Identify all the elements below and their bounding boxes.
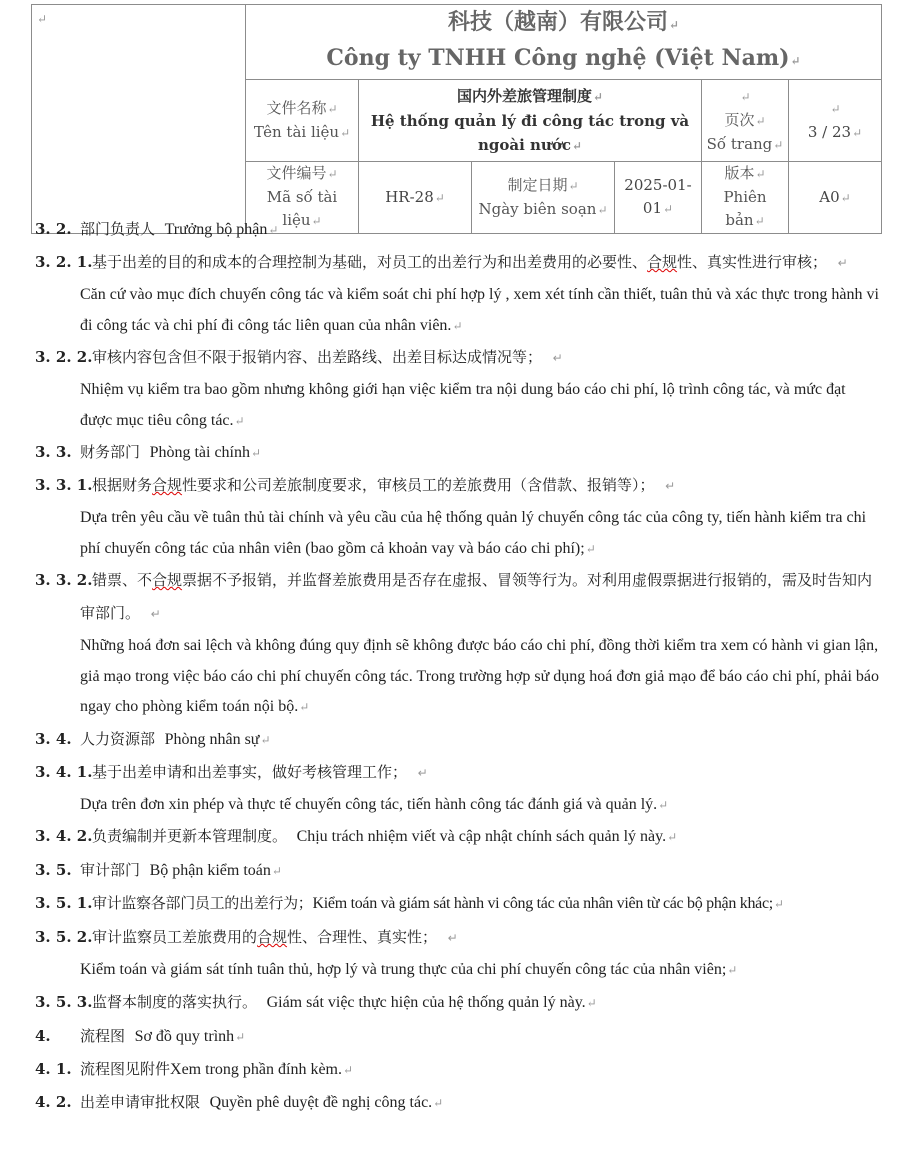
section-3-5-1: 3. 5. 1. 审计监察各部门员工的出差行为；Kiểm toán và giám sát hành vi công tác của nhân viên từ các bộ phận khác;↵ (31, 887, 881, 921)
section-3-3-1-translation: Dựa trên yêu cầu về tuân thủ tài chính và yêu cầu của hệ thống quản lý chuyến công tác của công ty, tiến hành kiểm tra chi phí chuyến công tác của nhân viên (bao gồm cả khoản vay và báo cáo chi phí);↵ (80, 509, 867, 557)
section-3-5-3: 3. 5. 3. 监督本制度的落实执行。 Giám sát việc thực hiện của hệ thống quản lý này.↵ (31, 986, 881, 1020)
section-3-4: 3. 4. 人力资源部 Phòng nhân sự↵ (31, 723, 881, 756)
logo-cell: ↵ (32, 5, 246, 234)
version-label: 版本↵ Phiên bản↵ (702, 162, 789, 234)
section-number: 3. 3. (35, 443, 72, 461)
section-number: 3. 5. (35, 861, 72, 879)
section-number: 3. 2. (35, 220, 72, 238)
section-4: 4. 流程图 Sơ đồ quy trình↵ (31, 1020, 881, 1053)
section-3-3-2-translation: Những hoá đơn sai lệch và không đúng quy định sẽ không được báo cáo chi phí, đồng thời kiểm tra xem có hành vi gian lận, giả mạo trong việc báo cáo chi phí chuyến công tác. Trong trường hợp sử dụng hoá đơn giả mạo để báo cáo chi phí, phải báo ngay cho phòng kiểm toán nội bộ.↵ (80, 637, 879, 715)
section-number: 3. 4. 2. (35, 827, 93, 845)
section-number: 3. 5. 2. (35, 928, 93, 946)
section-number: 3. 5. 3. (35, 992, 93, 1011)
section-number: 3. 2. 1. (35, 253, 93, 271)
section-3-2-1-translation: Căn cứ vào mục đích chuyến công tác và kiểm soát chi phí hợp lý , xem xét tính cần thiết, tuân thủ và xác thực trong hành vi đi công tác và chi phí đi công tác liên quan của nhân viên.↵ (80, 286, 879, 334)
date-value: 2025-01-01↵ (615, 162, 702, 234)
section-3-3-2: 3. 3. 2. 错票、不合规票据不予报销，并监督差旅费用是否存在虚报、冒领等行为。对利用虚假票据进行报销的，需及时告知内审部门。 ↵ (31, 564, 881, 631)
document-body (31, 213, 881, 1119)
section-3-4-2: 3. 4. 2. 负责编制并更新本管理制度。 Chịu trách nhiệm viết và cập nhật chính sách quản lý này.↵ (31, 820, 881, 854)
section-3-4-1: 3. 4. 1. 基于出差申请和出差事实，做好考核管理工作； ↵ (31, 756, 881, 790)
section-number: 3. 5. 1. (35, 894, 93, 912)
doc-name-label: 文件名称↵ Tên tài liệu↵ (246, 80, 359, 162)
section-number: 4. 2. (35, 1092, 72, 1111)
doc-no-value: HR-28↵ (359, 162, 472, 234)
doc-title: 国内外差旅管理制度↵ Hệ thống quản lý đi công tác trong và ngoài nước↵ (359, 80, 702, 162)
section-number: 3. 4. 1. (35, 762, 93, 781)
section-number: 3. 4. (35, 729, 72, 748)
header-table (31, 4, 882, 234)
section-4-1: 4. 1. 流程图见附件Xem trong phần đính kèm.↵ (31, 1053, 881, 1086)
company-name-vi: Công ty TNHH Công nghệ (Việt Nam)↵ (326, 45, 801, 71)
page-label: ↵ 页次↵ Số trang↵ (702, 80, 789, 162)
section-3-3-1: 3. 3. 1. 根据财务合规性要求和公司差旅制度要求，审核员工的差旅费用（含借款、报销等）； ↵ (31, 469, 881, 503)
section-4-2: 4. 2. 出差申请审批权限 Quyền phê duyệt đề nghị công tác.↵ (31, 1086, 881, 1119)
section-number: 3. 2. 2. (35, 348, 93, 366)
section-3-2-1: 3. 2. 1. 基于出差的目的和成本的合理控制为基础，对员工的出差行为和出差费用的必要性、合规性、真实性进行审核； ↵ (31, 246, 881, 280)
doc-no-label: 文件编号↵ Mã số tài liệu↵ (246, 162, 359, 234)
section-number: 3. 3. 2. (35, 571, 93, 589)
section-3-4-1-translation: Dựa trên đơn xin phép và thực tế chuyến công tác, tiến hành công tác đánh giá và quản lý.↵ (80, 795, 669, 813)
section-3-5-2-translation: Kiểm toán và giám sát tính tuân thủ, hợp lý và trung thực của chi phí chuyến công tác của nhân viên;↵ (80, 961, 738, 978)
page-value: ↵ 3 / 23↵ (789, 80, 882, 162)
version-value: A0↵ (789, 162, 882, 234)
section-3-5-2: 3. 5. 2. 审计监察员工差旅费用的合规性、合理性、真实性； ↵ (31, 921, 881, 955)
company-name-zh: 科技（越南）有限公司↵ (447, 9, 680, 35)
section-3-2-2: 3. 2. 2. 审核内容包含但不限于报销内容、出差路线、出差目标达成情况等； ↵ (31, 341, 881, 375)
section-3-3: 3. 3. 财务部门 Phòng tài chính↵ (31, 436, 881, 469)
section-3-2-2-translation: Nhiệm vụ kiểm tra bao gồm nhưng không giới hạn việc kiểm tra nội dung báo cáo chi phí, lộ trình công tác, và mức đạt được mục tiêu công tác.↵ (80, 381, 846, 429)
section-number: 3. 3. 1. (35, 476, 93, 494)
section-number: 4. (35, 1026, 51, 1045)
section-3-2: 3. 2. 部门负责人 Trưởng bộ phận↵ (31, 213, 881, 246)
section-3-5: 3. 5. 审计部门 Bộ phận kiểm toán↵ (31, 854, 881, 887)
section-number: 4. 1. (35, 1059, 72, 1078)
company-name-cell (246, 5, 882, 80)
date-label: 制定日期↵ Ngày biên soạn↵ (472, 162, 615, 234)
